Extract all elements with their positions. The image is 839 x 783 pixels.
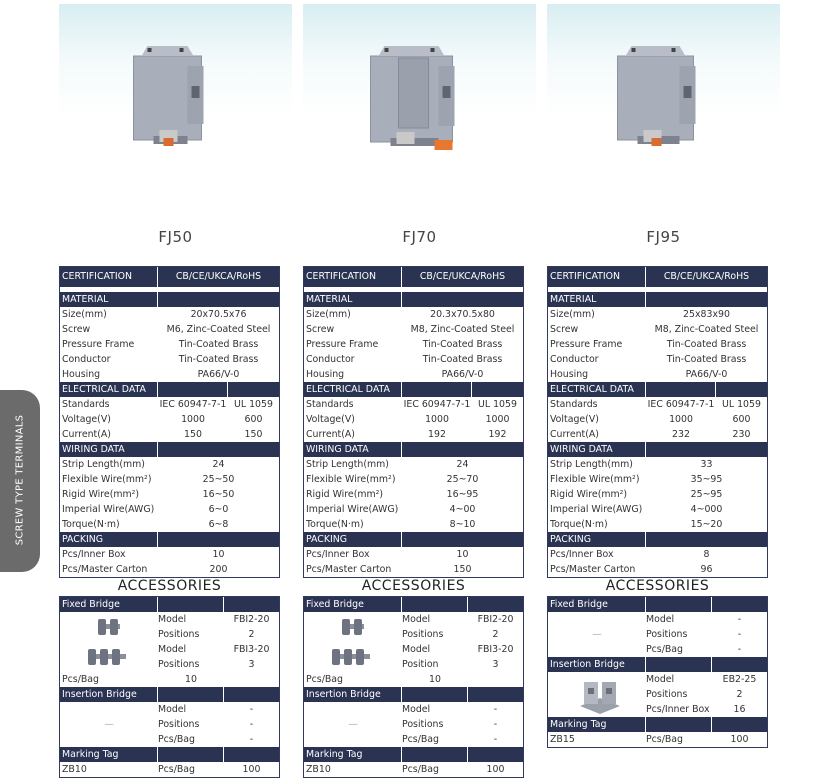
- electrical-row: [60, 427, 279, 442]
- spec-label: Positions: [158, 719, 200, 730]
- insertion-bridge-row: [158, 717, 279, 732]
- ul-value: UL 1059: [478, 399, 517, 410]
- fixed-bridge-row: [158, 642, 279, 657]
- wiring-row: [60, 517, 279, 532]
- spec-label: Torque(N·m): [550, 519, 608, 530]
- fixed-bridge-row: [158, 657, 279, 672]
- spec-label: Strip Length(mm): [306, 459, 389, 470]
- electrical-row: [304, 397, 523, 412]
- material-row: [304, 352, 523, 367]
- spec-label: Pcs/Bag: [62, 674, 99, 685]
- fixed-bridge-header: [304, 597, 523, 612]
- spec-label: Standards: [550, 399, 598, 410]
- spec-value: EB2-25: [722, 674, 757, 685]
- accessories-table: [303, 596, 524, 778]
- spec-value: 6~0: [208, 504, 229, 515]
- marking-tag-model: ZB10: [62, 764, 87, 775]
- fixed-bridge-header-label: Fixed Bridge: [60, 597, 158, 612]
- wiring-row: [548, 472, 767, 487]
- product-name: FJ70: [402, 228, 437, 246]
- insertion-bridge-header-label: Insertion Bridge: [304, 687, 402, 702]
- spec-value: 100: [242, 764, 261, 775]
- insertion-bridge-row: [646, 672, 767, 687]
- spec-value: 8~10: [449, 519, 476, 530]
- material-header: MATERIAL: [60, 292, 279, 307]
- spec-value: 100: [730, 734, 749, 745]
- spec-label: Model: [158, 614, 187, 625]
- fixed-bridge-header-label: Fixed Bridge: [304, 597, 402, 612]
- spec-value: 24: [212, 459, 225, 470]
- spec-label: Imperial Wire(AWG): [550, 504, 643, 515]
- spec-value: -: [249, 719, 254, 730]
- spec-value: 16~95: [446, 489, 479, 500]
- spec-label: Strip Length(mm): [62, 459, 145, 470]
- material-header: MATERIAL: [548, 292, 767, 307]
- spec-label: Current(A): [550, 429, 599, 440]
- spec-label: Pcs/Inner Box: [306, 549, 370, 560]
- material-row: [548, 352, 767, 367]
- packing-row: [304, 547, 523, 562]
- fixed-bridge-row: [646, 612, 767, 627]
- packing-header: PACKING: [60, 532, 279, 547]
- product-photo: [547, 4, 780, 164]
- spec-table: [303, 266, 524, 578]
- spec-value: 4~000: [690, 504, 723, 515]
- spec-label: Strip Length(mm): [550, 459, 633, 470]
- fixed-bridge-row: [646, 627, 767, 642]
- wiring-row: [548, 457, 767, 472]
- spec-label: Screw: [306, 324, 335, 335]
- wiring-row: [548, 502, 767, 517]
- spec-value: FBI3-20: [233, 644, 270, 655]
- spec-value: 15~20: [690, 519, 723, 530]
- material-row: [60, 307, 279, 322]
- spec-value: 25~95: [690, 489, 723, 500]
- wiring-row: [304, 517, 523, 532]
- insertion-bridge-row: [158, 732, 279, 747]
- wiring-row: [60, 457, 279, 472]
- spec-label: Conductor: [62, 354, 111, 365]
- marking-tag-header: [304, 747, 523, 762]
- fixed-bridge-row: [402, 657, 523, 672]
- insertion-bridge-header-label: Insertion Bridge: [60, 687, 158, 702]
- spec-value: 25~50: [202, 474, 235, 485]
- spec-value: -: [737, 614, 742, 625]
- spec-label: Flexible Wire(mm²): [62, 474, 152, 485]
- insertion-bridge-row: [646, 702, 767, 717]
- certification-row: CERTIFICATION CB/CE/UKCA/RoHS: [548, 267, 767, 287]
- spec-label: Positions: [402, 629, 444, 640]
- fixed-bridge-row: [402, 627, 523, 642]
- spec-value: -: [737, 629, 742, 640]
- insertion-bridge-row: [402, 702, 523, 717]
- iec-value: 150: [184, 429, 202, 440]
- terminal-block-image: [59, 4, 292, 164]
- ul-value: 230: [732, 429, 751, 440]
- spec-label: Conductor: [550, 354, 599, 365]
- product-photo: [59, 4, 292, 164]
- spec-label: Pcs/Inner Box: [646, 704, 710, 715]
- spec-value: 35~95: [690, 474, 723, 485]
- fixed-bridge-row: [402, 612, 523, 627]
- spec-value: -: [737, 644, 742, 655]
- spec-value: 2: [736, 689, 743, 700]
- wiring-row: [304, 487, 523, 502]
- spec-value: Tin-Coated Brass: [422, 354, 503, 365]
- iec-value: IEC 60947-7-1: [159, 399, 227, 410]
- spec-value: M8, Zinc-Coated Steel: [410, 324, 515, 335]
- packing-row: [548, 562, 767, 577]
- spec-label: Positions: [646, 629, 688, 640]
- spec-label: Voltage(V): [550, 414, 599, 425]
- insertion-bridge-header: [304, 687, 523, 702]
- electrical-row: [304, 412, 523, 427]
- insertion-bridge-row: [402, 732, 523, 747]
- spec-label: Rigid Wire(mm²): [62, 489, 140, 500]
- spec-value: 16~50: [202, 489, 235, 500]
- spec-table: [59, 266, 280, 578]
- spec-label: Model: [646, 674, 675, 685]
- spec-label: Pcs/Bag: [402, 764, 439, 775]
- sidebar-label: SCREW TYPE TERMINALS: [14, 414, 26, 546]
- fixed-bridge-row: [158, 627, 279, 642]
- spec-label: Positions: [158, 629, 200, 640]
- spec-value: Tin-Coated Brass: [666, 354, 747, 365]
- spec-label: Current(A): [306, 429, 355, 440]
- wiring-row: [60, 502, 279, 517]
- spec-label: Positions: [158, 659, 200, 670]
- spec-label: Pcs/Bag: [402, 734, 439, 745]
- marking-tag-header-label: Marking Tag: [60, 747, 158, 762]
- spec-value: 10: [185, 674, 197, 685]
- spec-label: Size(mm): [306, 309, 351, 320]
- spec-value: PA66/V-0: [197, 369, 240, 380]
- empty-dash: —: [104, 719, 114, 730]
- spec-label: Pcs/Bag: [306, 674, 343, 685]
- material-row: [304, 322, 523, 337]
- empty-dash: —: [348, 719, 358, 730]
- product-name: FJ95: [646, 228, 681, 246]
- spec-label: Rigid Wire(mm²): [550, 489, 628, 500]
- ul-value: UL 1059: [722, 399, 761, 410]
- spec-value: Tin-Coated Brass: [178, 354, 259, 365]
- electrical-row: [304, 427, 523, 442]
- wiring-row: [548, 517, 767, 532]
- spec-value: 200: [209, 564, 228, 575]
- spec-value: 20x70.5x76: [190, 309, 247, 320]
- spec-value: M8, Zinc-Coated Steel: [654, 324, 759, 335]
- ul-value: 192: [488, 429, 507, 440]
- spec-value: 20.3x70.5x80: [430, 309, 495, 320]
- spec-value: 3: [248, 659, 255, 670]
- marking-tag-header-label: Marking Tag: [304, 747, 402, 762]
- spec-value: -: [493, 719, 498, 730]
- product-photo: [303, 4, 536, 164]
- spec-value: Tin-Coated Brass: [178, 339, 259, 350]
- wiring-row: [304, 457, 523, 472]
- spec-label: Model: [646, 614, 675, 625]
- packing-row: [60, 547, 279, 562]
- iec-value: 1000: [181, 414, 205, 425]
- spec-label: Model: [402, 644, 431, 655]
- fixed-bridge-row: [158, 612, 279, 627]
- spec-label: Voltage(V): [62, 414, 111, 425]
- insertion-bridge-header: [60, 687, 279, 702]
- wiring-header: WIRING DATA: [304, 442, 523, 457]
- material-header: MATERIAL: [304, 292, 523, 307]
- spec-label: Voltage(V): [306, 414, 355, 425]
- ul-value: 1000: [485, 414, 510, 425]
- spec-value: Tin-Coated Brass: [666, 339, 747, 350]
- spec-value: 6~8: [208, 519, 229, 530]
- spec-value: Tin-Coated Brass: [422, 339, 503, 350]
- spec-label: Pcs/Master Carton: [62, 564, 148, 575]
- product-name: FJ50: [158, 228, 193, 246]
- fixed-bridge-header: [60, 597, 279, 612]
- spec-label: Housing: [306, 369, 345, 380]
- marking-tag-header-label: Marking Tag: [548, 717, 646, 732]
- material-row: [548, 337, 767, 352]
- material-row: [60, 352, 279, 367]
- electrical-row: [60, 412, 279, 427]
- spec-value: M6, Zinc-Coated Steel: [166, 324, 271, 335]
- electrical-header: ELECTRICAL DATA: [60, 382, 279, 397]
- accessories-title: ACCESSORIES: [605, 578, 710, 594]
- wiring-row: [60, 487, 279, 502]
- wiring-row: [60, 472, 279, 487]
- accessories-table: [547, 596, 768, 748]
- spec-label: Flexible Wire(mm²): [306, 474, 396, 485]
- certification-row: CERTIFICATION CB/CE/UKCA/RoHS: [304, 267, 523, 287]
- fixed-bridge-header: [548, 597, 767, 612]
- spec-label: Conductor: [306, 354, 355, 365]
- spec-value: 16: [733, 704, 746, 715]
- material-row: [60, 367, 279, 382]
- spec-label: Pressure Frame: [62, 339, 135, 350]
- electrical-row: [548, 412, 767, 427]
- spec-value: 25~70: [446, 474, 479, 485]
- spec-value: -: [249, 734, 254, 745]
- material-row: [60, 337, 279, 352]
- material-row: [548, 367, 767, 382]
- spec-value: -: [493, 704, 498, 715]
- spec-label: Pcs/Bag: [646, 734, 683, 745]
- spec-label: Standards: [306, 399, 354, 410]
- material-row: [60, 322, 279, 337]
- ul-value: 600: [244, 414, 263, 425]
- spec-label: Positions: [646, 689, 688, 700]
- spec-label: Current(A): [62, 429, 111, 440]
- spec-value: 24: [456, 459, 469, 470]
- empty-dash: —: [592, 629, 602, 640]
- terminal-block-image: [303, 4, 536, 164]
- fixed-bridge-icon: [86, 646, 126, 668]
- electrical-row: [60, 397, 279, 412]
- packing-row: [548, 547, 767, 562]
- spec-value: FBI2-20: [233, 614, 270, 625]
- marking-tag-header: [60, 747, 279, 762]
- spec-label: Pcs/Master Carton: [550, 564, 636, 575]
- electrical-header: ELECTRICAL DATA: [548, 382, 767, 397]
- iec-value: 192: [428, 429, 446, 440]
- insertion-bridge-icon: [570, 676, 630, 716]
- spec-value: 10: [456, 549, 469, 560]
- spec-value: PA66/V-0: [441, 369, 484, 380]
- marking-tag-row: [304, 762, 523, 777]
- spec-label: Size(mm): [550, 309, 595, 320]
- electrical-row: [548, 397, 767, 412]
- marking-tag-row: [548, 732, 767, 747]
- spec-label: Size(mm): [62, 309, 107, 320]
- iec-value: IEC 60947-7-1: [647, 399, 715, 410]
- accessories-title: ACCESSORIES: [117, 578, 222, 594]
- spec-label: Housing: [550, 369, 589, 380]
- iec-value: 1000: [425, 414, 449, 425]
- spec-table: [547, 266, 768, 578]
- spec-label: Torque(N·m): [306, 519, 364, 530]
- spec-value: 2: [492, 629, 499, 640]
- iec-value: 1000: [669, 414, 693, 425]
- material-row: [304, 307, 523, 322]
- fixed-bridge-icon: [330, 646, 370, 668]
- iec-value: IEC 60947-7-1: [403, 399, 471, 410]
- spec-label: Rigid Wire(mm²): [306, 489, 384, 500]
- spec-label: Imperial Wire(AWG): [306, 504, 399, 515]
- spec-value: 33: [700, 459, 713, 470]
- spec-value: 150: [453, 564, 472, 575]
- insertion-bridge-row: [158, 702, 279, 717]
- spec-value: 3: [492, 659, 499, 670]
- fixed-bridge-icon: [340, 616, 380, 638]
- spec-label: Model: [158, 704, 187, 715]
- spec-value: -: [493, 734, 498, 745]
- spec-label: Imperial Wire(AWG): [62, 504, 155, 515]
- packing-header: PACKING: [304, 532, 523, 547]
- insertion-bridge-row: [646, 687, 767, 702]
- spec-label: Pcs/Inner Box: [62, 549, 126, 560]
- spec-value: 8: [703, 549, 710, 560]
- spec-value: FBI2-20: [477, 614, 514, 625]
- spec-value: 4~00: [449, 504, 476, 515]
- insertion-bridge-row: [402, 717, 523, 732]
- spec-label: Housing: [62, 369, 101, 380]
- marking-tag-row: [60, 762, 279, 777]
- spec-label: Torque(N·m): [62, 519, 120, 530]
- spec-label: Pcs/Bag: [158, 734, 195, 745]
- spec-label: Pcs/Bag: [646, 644, 683, 655]
- spec-label: Model: [158, 644, 187, 655]
- material-row: [548, 322, 767, 337]
- marking-tag-header: [548, 717, 767, 732]
- accessories-table: [59, 596, 280, 778]
- spec-label: Pressure Frame: [306, 339, 379, 350]
- spec-label: Pressure Frame: [550, 339, 623, 350]
- electrical-row: [548, 427, 767, 442]
- spec-label: Model: [402, 704, 431, 715]
- spec-value: FBI3-20: [477, 644, 514, 655]
- material-row: [548, 307, 767, 322]
- insertion-bridge-header: [548, 657, 767, 672]
- packing-header: PACKING: [548, 532, 767, 547]
- material-row: [304, 337, 523, 352]
- spec-value: PA66/V-0: [685, 369, 728, 380]
- spec-value: 10: [212, 549, 225, 560]
- spec-label: Pcs/Master Carton: [306, 564, 392, 575]
- insertion-bridge-header-label: Insertion Bridge: [548, 657, 646, 672]
- spec-label: Pcs/Bag: [158, 764, 195, 775]
- material-row: [304, 367, 523, 382]
- wiring-header: WIRING DATA: [548, 442, 767, 457]
- packing-row: [60, 562, 279, 577]
- wiring-row: [304, 472, 523, 487]
- fixed-bridge-header-label: Fixed Bridge: [548, 597, 646, 612]
- ul-value: UL 1059: [234, 399, 273, 410]
- terminal-block-image: [547, 4, 780, 164]
- spec-value: 96: [700, 564, 713, 575]
- spec-label: Standards: [62, 399, 110, 410]
- marking-tag-model: ZB15: [550, 734, 575, 745]
- spec-label: Flexible Wire(mm²): [550, 474, 640, 485]
- marking-tag-model: ZB10: [306, 764, 331, 775]
- fixed-bridge-row: [402, 642, 523, 657]
- fixed-bridge-pcs-row: [60, 672, 279, 687]
- certification-row: CERTIFICATION CB/CE/UKCA/RoHS: [60, 267, 279, 287]
- fixed-bridge-pcs-row: [304, 672, 523, 687]
- spec-label: Model: [402, 614, 431, 625]
- ul-value: 600: [732, 414, 751, 425]
- accessories-title: ACCESSORIES: [361, 578, 466, 594]
- fixed-bridge-icon: [96, 616, 136, 638]
- ul-value: 150: [244, 429, 263, 440]
- iec-value: 232: [672, 429, 690, 440]
- spec-value: 25x83x90: [683, 309, 730, 320]
- spec-label: Positions: [402, 719, 444, 730]
- packing-row: [304, 562, 523, 577]
- spec-value: 2: [248, 629, 255, 640]
- fixed-bridge-row: [646, 642, 767, 657]
- wiring-row: [304, 502, 523, 517]
- electrical-header: ELECTRICAL DATA: [304, 382, 523, 397]
- spec-label: Screw: [62, 324, 91, 335]
- spec-label: Position: [402, 659, 439, 670]
- spec-value: -: [249, 704, 254, 715]
- spec-label: Screw: [550, 324, 579, 335]
- spec-label: Pcs/Inner Box: [550, 549, 614, 560]
- spec-value: 100: [486, 764, 505, 775]
- wiring-row: [548, 487, 767, 502]
- spec-value: 10: [429, 674, 441, 685]
- wiring-header: WIRING DATA: [60, 442, 279, 457]
